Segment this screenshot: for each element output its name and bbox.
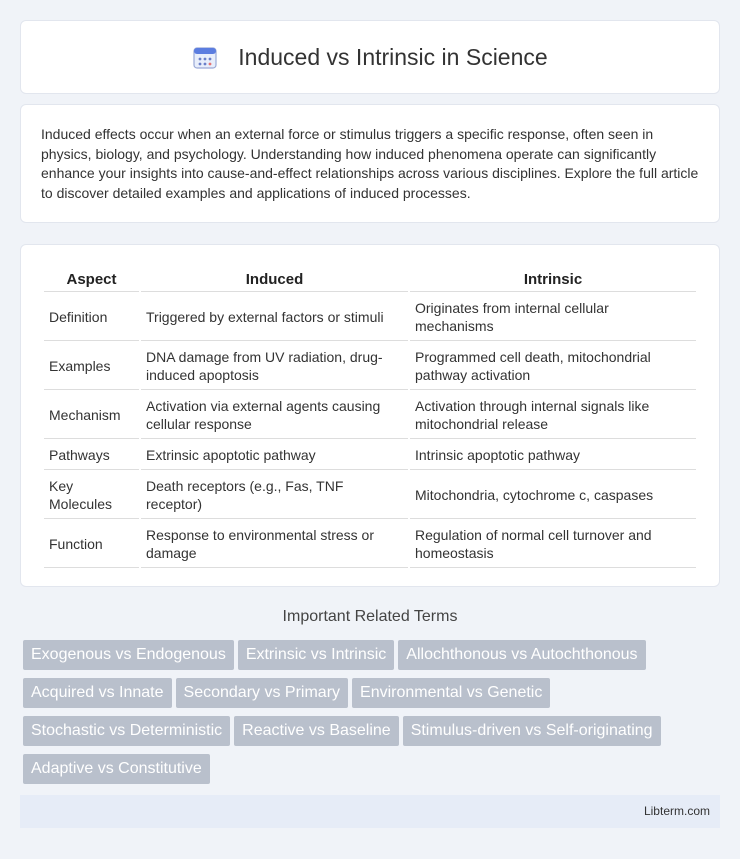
related-term-tag[interactable]: Extrinsic vs Intrinsic [238,640,394,670]
table-cell-aspect: Mechanism [44,392,139,439]
comparison-card [20,244,720,587]
related-term-tag[interactable]: Acquired vs Innate [23,678,172,708]
comparison-table [42,265,698,570]
table-cell-intrinsic: Mitochondria, cytochrome c, caspases [410,472,696,519]
table-row [44,441,696,470]
table-cell-intrinsic: Originates from internal cellular mechanisms [410,294,696,341]
table-cell-aspect: Examples [44,343,139,390]
related-terms-list [23,640,723,792]
table-row [44,521,696,568]
table-cell-induced: Death receptors (e.g., Fas, TNF receptor) [141,472,408,519]
related-term-tag[interactable]: Allochthonous vs Autochthonous [398,640,645,670]
related-term-tag[interactable]: Environmental vs Genetic [352,678,550,708]
table-cell-intrinsic: Intrinsic apoptotic pathway [410,441,696,470]
title-card [20,20,720,94]
table-row [44,392,696,439]
table-row [44,472,696,519]
column-header: Intrinsic [410,267,696,292]
table-cell-induced: Extrinsic apoptotic pathway [141,441,408,470]
related-term-tag[interactable]: Stochastic vs Deterministic [23,716,230,746]
table-header-row [44,267,696,292]
related-term-tag[interactable]: Secondary vs Primary [176,678,349,708]
column-header: Aspect [44,267,139,292]
related-term-tag[interactable]: Reactive vs Baseline [234,716,399,746]
page-title: Induced vs Intrinsic in Science [238,43,548,70]
table-cell-induced: Activation via external agents causing cellular response [141,392,408,439]
table-cell-aspect: Pathways [44,441,139,470]
table-cell-aspect: Key Molecules [44,472,139,519]
table-cell-induced: DNA damage from UV radiation, drug-induced apoptosis [141,343,408,390]
intro-card [20,104,720,223]
calendar-icon [192,44,218,70]
related-term-tag[interactable]: Adaptive vs Constitutive [23,754,210,784]
table-cell-induced: Response to environmental stress or damage [141,521,408,568]
table-cell-aspect: Definition [44,294,139,341]
table-cell-intrinsic: Programmed cell death, mitochondrial pathway activation [410,343,696,390]
column-header: Induced [141,267,408,292]
related-terms-title: Important Related Terms [282,608,458,625]
table-row [44,294,696,341]
footer-brand-link[interactable]: Libterm.com [643,804,710,818]
table-cell-aspect: Function [44,521,139,568]
table-row [44,343,696,390]
table-cell-intrinsic: Activation through internal signals like mitochondrial release [410,392,696,439]
related-term-tag[interactable]: Exogenous vs Endogenous [23,640,234,670]
table-cell-intrinsic: Regulation of normal cell turnover and homeostasis [410,521,696,568]
related-term-tag[interactable]: Stimulus-driven vs Self-originating [403,716,661,746]
table-cell-induced: Triggered by external factors or stimuli [141,294,408,341]
intro-text: Induced effects occur when an external force or stimulus triggers a specific response, often seen in physics, biology, and psychology. Understanding how induced phenomena operate can significantly enhance your insights into cause-and-effect relationships across various disciplines. Explore the full article to discover detailed examples and applications of induced processes. [41,126,699,201]
footer [20,795,720,828]
